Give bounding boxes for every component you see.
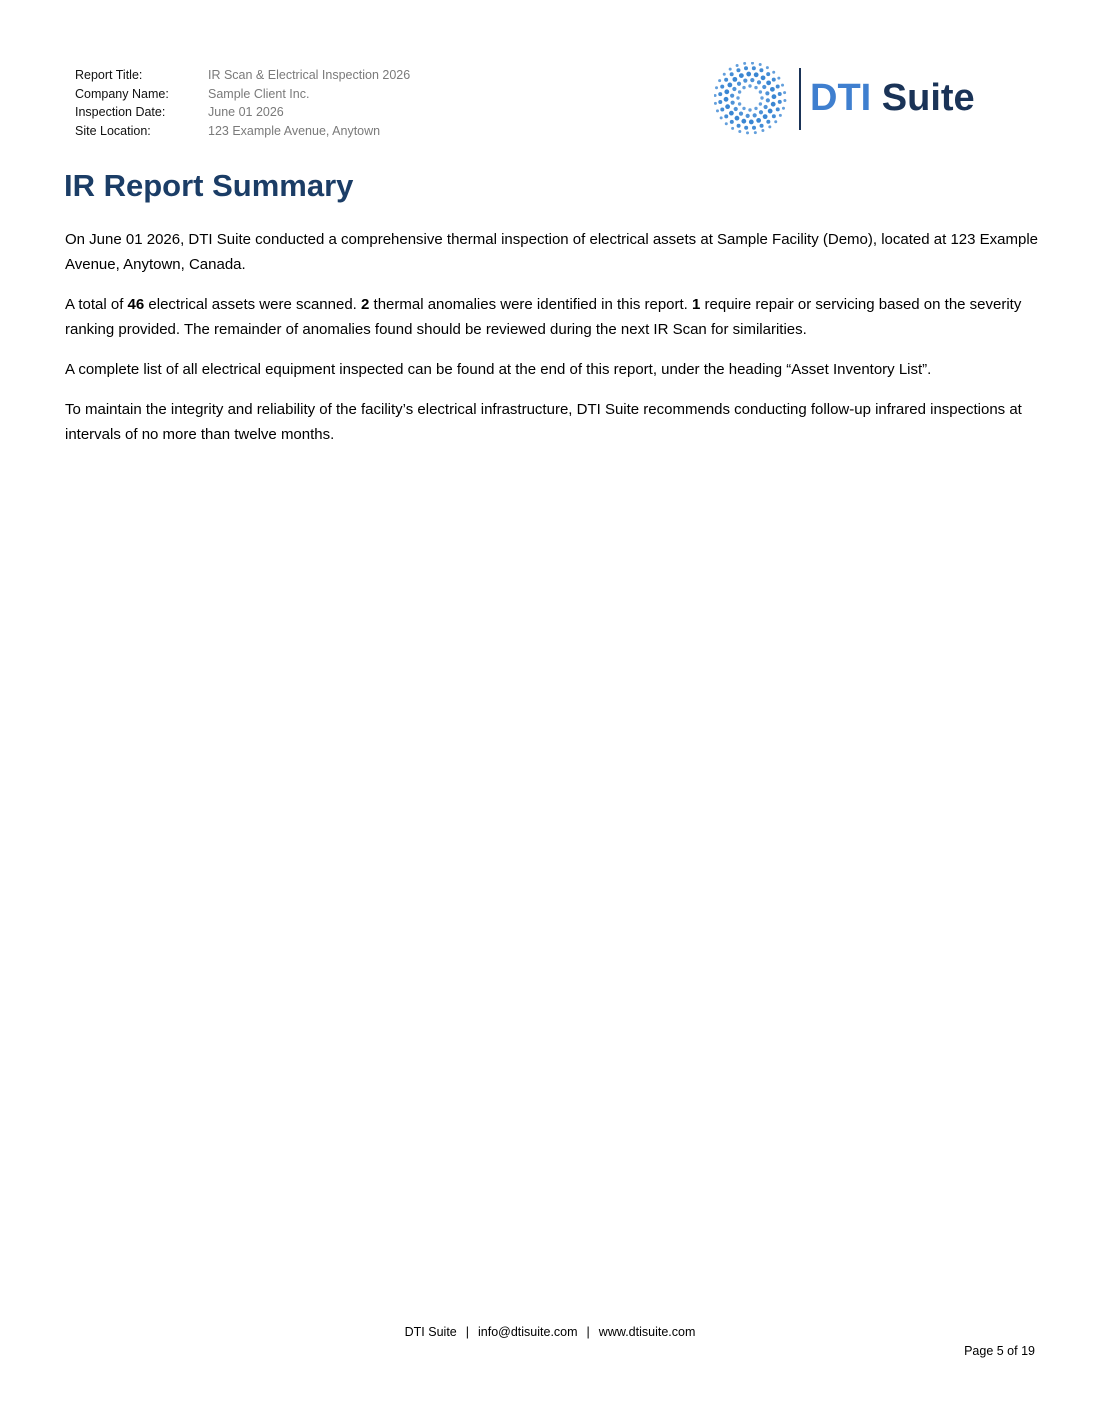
logo-dot: [772, 94, 777, 99]
logo-dot: [718, 92, 722, 96]
logo-dot: [738, 90, 741, 93]
footer-company: DTI Suite: [404, 1325, 457, 1339]
logo-dot: [756, 118, 761, 123]
logo-dot: [783, 99, 786, 102]
logo-dot: [731, 127, 734, 130]
logo-dot: [729, 111, 734, 116]
footer-separator: |: [586, 1325, 590, 1339]
logo-dot: [714, 94, 717, 97]
logo-dot: [738, 102, 741, 105]
meta-value: IR Scan & Electrical Inspection 2026: [208, 68, 411, 82]
logo-dot: [725, 122, 728, 125]
logo-dot: [759, 110, 763, 114]
logo-dot: [739, 73, 744, 78]
logo-dot: [765, 91, 769, 95]
logo-dot: [763, 114, 768, 119]
logo-dot: [772, 71, 775, 74]
text-segment: A total of: [65, 296, 128, 313]
logo-dot: [742, 86, 745, 89]
logo-dot: [754, 72, 759, 77]
logo-dot: [727, 83, 732, 88]
logo-dot: [779, 114, 782, 117]
logo-dot: [757, 80, 761, 84]
logo-dot: [759, 63, 762, 66]
assets-count: 46: [127, 296, 145, 313]
summary-paragraph-intro: On June 01 2026, DTI Suite conducted a comprehensive thermal inspection of electrical assets at Sample Facility (Demo), located at 123 Example Avenue, Anytown, Canada.: [65, 231, 1038, 273]
logo-dot: [724, 89, 729, 94]
summary-paragraph-inventory: A complete list of all electrical equipment inspected can be found at the end of this report, under the heading “Asset Inventory List”.: [65, 361, 932, 378]
logo-dot: [738, 130, 741, 133]
logo-dot: [766, 120, 770, 124]
logo-dot: [774, 120, 777, 123]
logo-dot: [715, 86, 718, 89]
logo-dot: [718, 79, 721, 82]
meta-row-inspection-date: [75, 103, 410, 122]
logo-dot: [762, 85, 766, 89]
logo-dot: [746, 72, 751, 77]
logo-dot: [744, 66, 748, 70]
logo-dot: [744, 126, 748, 130]
page-footer: [0, 1323, 1100, 1341]
logo-dot: [766, 80, 771, 85]
logo-dot: [736, 64, 739, 67]
text-segment: require repair or servicing based on the severity ranking provided. The remainder of anomalies found should be reviewed during the next IR Scan for similarities.: [65, 296, 1022, 338]
report-meta: [75, 66, 410, 141]
logo-dot: [783, 91, 786, 94]
logo-dot: [737, 124, 741, 128]
text-segment: thermal anomalies were identified in this report.: [369, 296, 693, 313]
logo-dot: [734, 107, 738, 111]
logo-dot: [770, 87, 775, 92]
meta-row-site-location: [75, 122, 410, 141]
logo-dot: [772, 114, 776, 118]
meta-value: June 01 2026: [208, 105, 284, 120]
logo-dot: [752, 66, 756, 70]
meta-row-report-title: [75, 66, 410, 85]
meta-value: Sample Client Inc.: [208, 86, 310, 101]
logo-dot: [730, 94, 734, 98]
logo-dot: [768, 125, 771, 128]
logo-dot: [754, 107, 757, 110]
logo-dot: [735, 116, 740, 121]
logo-dot: [724, 97, 729, 102]
logo-dot: [732, 77, 737, 82]
dot-sunburst-icon: [714, 62, 790, 138]
logo-dot: [751, 62, 754, 65]
anomalies-count: 2: [361, 296, 370, 313]
logo-dot: [752, 126, 756, 130]
logo-dot: [714, 102, 717, 105]
logo-dot: [778, 92, 782, 96]
logo-dot: [750, 78, 754, 82]
logo-dot: [776, 107, 780, 111]
logo-dot: [716, 109, 719, 112]
text-segment: electrical assets were scanned.: [144, 296, 362, 313]
logo-dot: [732, 87, 736, 91]
meta-row-company-name: [75, 85, 410, 104]
logo-dot: [754, 131, 757, 134]
logo-dot: [736, 68, 740, 72]
logo-dot: [724, 78, 728, 82]
logo-dot: [772, 78, 776, 82]
logo-dot: [741, 119, 746, 124]
footer-email[interactable]: info@dtisuite.com: [478, 1325, 578, 1339]
logo-dot: [725, 104, 730, 109]
summary-paragraph-recommendation: To maintain the integrity and reliability of the facility’s electrical infrastructure, DTI Suite recommends conducting follow-up infrared inspections at intervals of no more than twelve months.: [65, 401, 1022, 443]
logo-dot: [723, 73, 726, 76]
logo-dot: [731, 101, 735, 105]
page-title: IR Report Summary: [64, 168, 354, 203]
logo-dot: [748, 84, 751, 87]
logo-dot: [781, 84, 784, 87]
logo-dot: [743, 79, 747, 83]
logo-text-dti: DTI: [810, 77, 872, 119]
logo-dot: [720, 116, 723, 119]
logo-dot: [729, 68, 732, 71]
page-number: Page 5 of 19: [964, 1344, 1035, 1358]
logo-dot: [730, 120, 734, 124]
meta-label: Report Title:: [75, 68, 143, 82]
logo-dot: [742, 107, 745, 110]
logo-dot: [766, 66, 769, 69]
logo-dot: [776, 84, 780, 88]
logo-dot: [766, 98, 770, 102]
logo-dot: [766, 72, 770, 76]
logo-dot: [778, 100, 782, 104]
summary-body: [65, 227, 1045, 462]
logo-dot: [768, 109, 773, 114]
logo-dot: [753, 113, 757, 117]
logo-dot: [759, 90, 762, 93]
logo-dot: [771, 102, 776, 107]
logo-dot: [749, 120, 754, 125]
repair-count: 1: [692, 296, 701, 313]
footer-website[interactable]: www.dtisuite.com: [598, 1325, 696, 1339]
logo-dot: [748, 108, 751, 111]
logo-dot: [782, 107, 785, 110]
logo-dot: [760, 96, 763, 99]
logo-dot: [759, 102, 762, 105]
logo-dot: [743, 62, 746, 65]
logo-wordmark: [810, 76, 975, 120]
logo-dot: [730, 72, 734, 76]
logo-dot: [761, 129, 764, 132]
logo-dot: [754, 86, 757, 89]
logo-dot: [720, 85, 724, 89]
logo-text-suite: Suite: [881, 77, 975, 119]
meta-value: 123 Example Avenue, Anytown: [208, 124, 381, 139]
logo-dot: [736, 96, 739, 99]
logo-divider: [799, 68, 801, 130]
logo-dot: [746, 131, 749, 134]
logo-dot: [718, 100, 722, 104]
meta-label: Inspection Date:: [75, 105, 166, 120]
footer-separator: |: [465, 1325, 469, 1339]
logo-dot: [759, 68, 763, 72]
logo-dot: [724, 114, 728, 118]
logo-dot: [760, 124, 764, 128]
logo-dot: [746, 114, 750, 118]
meta-label: Company Name:: [75, 86, 169, 101]
logo-dot: [737, 82, 741, 86]
logo-dot: [739, 112, 743, 116]
logo-dot: [764, 105, 768, 109]
meta-label: Site Location:: [75, 124, 151, 139]
logo-dot: [777, 77, 780, 80]
logo-dot: [761, 75, 766, 80]
logo-dot: [720, 108, 724, 112]
company-logo: [714, 62, 1014, 138]
summary-paragraph-counts: [65, 292, 1045, 342]
